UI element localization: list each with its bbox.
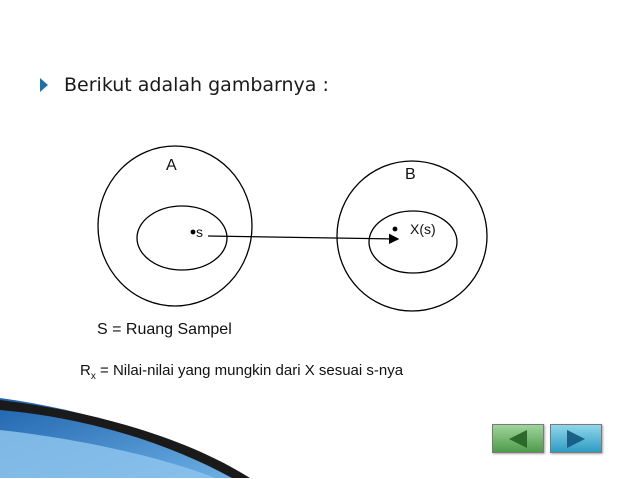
arrow-left-icon	[509, 430, 527, 448]
sample-space-caption: S = Ruang Sampel	[97, 321, 232, 338]
point-xs-label: X(s)	[410, 221, 436, 237]
rx-caption	[80, 362, 403, 382]
point-xs-dot	[393, 227, 398, 232]
rx-subscript: x	[90, 371, 96, 382]
next-slide-button[interactable]	[550, 424, 602, 453]
arrow-right-icon	[567, 430, 585, 448]
rx-symbol: R	[80, 362, 91, 379]
set-a-label: A	[166, 157, 177, 174]
previous-slide-button[interactable]	[492, 424, 544, 453]
point-s-label: s	[196, 224, 203, 240]
bullet-text: Berikut adalah gambarnya :	[64, 74, 329, 96]
rx-definition: = Nilai-nilai yang mungkin dari X sesuai s-nya	[95, 362, 404, 379]
set-b-label: B	[405, 166, 416, 183]
set-s-inner-ellipse	[137, 206, 227, 270]
point-s-dot	[191, 230, 196, 235]
